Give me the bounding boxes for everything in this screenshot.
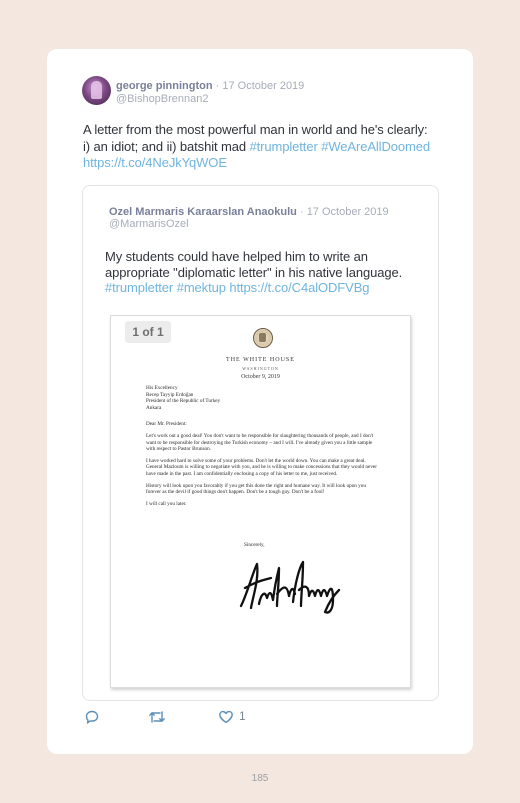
- author-handle[interactable]: @BishopBrennan2: [116, 93, 209, 105]
- tweet-date[interactable]: 17 October 2019: [222, 80, 305, 92]
- like-icon[interactable]: [218, 709, 234, 725]
- letter-paragraph: I have worked hard to solve some of your problems. Don't let the world down. You can make a great deal. General Mazloum is willing to negotiate with you, and he is willing to make concessions that they would never have made in the past. I am confidentially enclosing a copy of his letter to me, just received.: [146, 457, 377, 477]
- like-count: 1: [239, 709, 246, 723]
- tweet-body: A letter from the most powerful man in world and he's clearly: i) an idiot; and ii) batshit mad: [83, 122, 428, 154]
- letter-salutation: Dear Mr. President:: [146, 421, 187, 428]
- tweet-header: [116, 79, 304, 93]
- url-link[interactable]: https://t.co/4NeJkYqWOE: [83, 155, 227, 170]
- url-link[interactable]: https://t.co/C4alODFVBg: [229, 280, 370, 295]
- quoted-tweet[interactable]: [82, 185, 439, 701]
- retweet-icon[interactable]: [148, 709, 166, 725]
- hashtag-link[interactable]: #trumpletter: [249, 138, 318, 154]
- hashtag-link[interactable]: #WeAreAllDoomed: [321, 138, 431, 154]
- image-counter: 1 of 1: [125, 321, 171, 343]
- letter-paragraph: Let's work out a good deal! You don't want to be responsible for slaughtering thousands of people, and I don't want to be responsible for destroying the Turkish economy – and I will. I've already given you a little sample with respect to Pastor Brunson.: [146, 432, 374, 453]
- letterhead: THE WHITE HOUSE: [226, 357, 295, 363]
- hashtag-link[interactable]: #mektup: [176, 280, 226, 295]
- tweet-text: [83, 122, 438, 172]
- avatar[interactable]: [82, 76, 111, 105]
- quoted-body: My students could have helped him to write an appropriate "diplomatic letter" in his native language.: [105, 249, 403, 280]
- address-line: Recep Tayyip Erdoğan: [146, 391, 194, 398]
- quoted-header: [109, 205, 389, 219]
- reply-icon[interactable]: [84, 709, 100, 725]
- signature: [233, 554, 345, 616]
- letter-paragraph: I will call you later.: [146, 500, 187, 507]
- address-line: His Excellency: [146, 385, 178, 391]
- letter-address: [146, 385, 380, 411]
- quoted-author-name[interactable]: Ozel Marmaris Karaarslan Anaokulu: [109, 206, 297, 218]
- quoted-date[interactable]: 17 October 2019: [306, 206, 389, 218]
- page-number: 185: [251, 773, 269, 784]
- quoted-author-handle[interactable]: @MarmarisOzel: [109, 218, 189, 230]
- tweet-actions: [84, 709, 344, 725]
- letter-closing: Sincerely,: [244, 542, 265, 548]
- white-house-seal-icon: [253, 328, 273, 348]
- address-line: Ankara: [146, 404, 162, 411]
- hashtag-link[interactable]: #trumpletter: [105, 280, 174, 295]
- letter-paragraph: History will look upon you favorably if you get this done the right and humane way. It will look upon you forever as the devil if good things don't happen. Don't be a tough guy. Don't be a fool!: [146, 482, 366, 496]
- letter-date: October 9, 2019: [241, 374, 280, 380]
- author-name[interactable]: george pinnington: [116, 80, 213, 92]
- letterhead-location: WASHINGTON: [242, 366, 279, 371]
- separator-dot: ·: [299, 206, 304, 218]
- separator-dot: ·: [215, 80, 220, 92]
- letter-image[interactable]: [110, 315, 411, 688]
- address-line: President of the Republic of Turkey: [146, 398, 221, 405]
- quoted-text: [105, 249, 427, 296]
- letter-body: [146, 385, 380, 512]
- tweet-card: [47, 49, 473, 754]
